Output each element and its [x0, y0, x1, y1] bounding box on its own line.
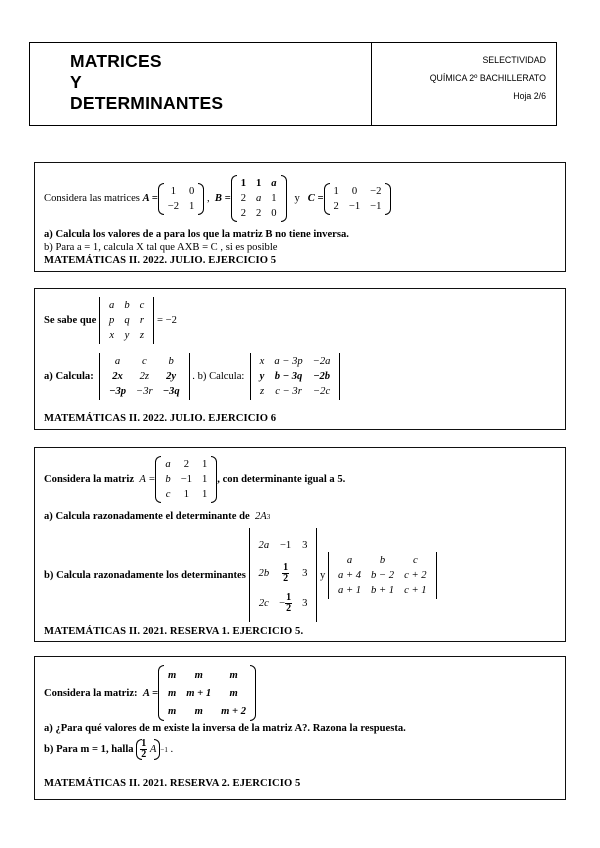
ex4-a-cell: m + 1 [186, 687, 212, 699]
exercise-1 [34, 162, 566, 272]
ex1-matrix-a [158, 183, 205, 215]
ex3-a-cell: −1 [180, 474, 192, 485]
ex3-d1-frac-cell [275, 559, 296, 587]
ex3-d2-cell: a [346, 554, 353, 566]
fraction-numerator: 1 [141, 738, 147, 749]
ex1-b-cell: 1 [271, 193, 277, 204]
ex2-db-cell: b − 3q [274, 371, 303, 382]
ex3-d1-cell: −1 [279, 539, 292, 551]
ex3-source: MATEMÁTICAS II. 2021. RESERVA 1. EJERCICIO 5. [44, 626, 304, 637]
ex4-part-b-line [44, 739, 173, 760]
ex3-d2-cell: c + 1 [404, 584, 427, 596]
header-divider [371, 43, 372, 125]
ex3-part-a-exponent: 3 [266, 512, 271, 521]
ex2-db-cell: −2a [312, 356, 331, 367]
meta-course: QUÍMICA 2º BACHILLERATO [429, 73, 546, 83]
ex4-parenthesis [136, 739, 160, 760]
ex3-intro: Considera la matriz [44, 474, 135, 485]
ex3-d1-cell: 3 [302, 597, 308, 609]
ex4-source: MATEMÁTICAS II. 2021. RESERVA 2. EJERCICIO 5 [44, 778, 301, 789]
ex2-db-cell: c − 3r [275, 386, 302, 397]
ex1-c-cell: −1 [370, 200, 382, 212]
ex2-db-cell: y [259, 371, 265, 382]
ex4-a-cell: m [229, 669, 238, 681]
ex3-a-cell: c [165, 489, 171, 500]
ex3-d2-cell: a + 1 [338, 584, 362, 596]
ex1-a-cell: −2 [167, 200, 180, 212]
meta-page: Hoja 2/6 [513, 91, 546, 101]
title-line-1: MATRICES [70, 51, 162, 71]
ex3-d2-cell: b + 1 [371, 584, 395, 596]
ex3-matrix-a [155, 456, 217, 503]
ex2-part-b-label: . b) Calcula: [192, 371, 245, 382]
ex1-c-cell: −1 [348, 200, 361, 212]
ex2-part-a-label: a) Calcula: [44, 371, 94, 382]
fraction-numerator: 1 [286, 591, 292, 603]
ex3-determinant-1 [249, 528, 318, 622]
ex1-matrices-line [44, 175, 391, 222]
ex2-d-cell: x [109, 330, 115, 341]
ex3-determinant-2 [328, 552, 437, 599]
ex4-part-a: a) ¿Para qué valores de m existe la inversa de la matriz A?. Razona la respuesta. [44, 723, 406, 734]
ex4-a-cell: m [168, 705, 177, 717]
ex1-b-cell: 0 [271, 208, 277, 219]
ex4-part-b: b) Para m = 1, halla [44, 744, 134, 755]
exercise-4 [34, 656, 566, 800]
title-line-2: Y [70, 72, 82, 92]
ex1-part-a: a) Calcula los valores de a para los que la matriz B no tiene inversa. [44, 229, 349, 240]
ex3-a-cell: 1 [202, 489, 208, 500]
ex4-exponent: −1 [160, 745, 168, 754]
ex4-a-label: A = [142, 687, 159, 699]
ex2-d-cell: b [124, 300, 130, 311]
ex2-da-cell: b [168, 356, 174, 367]
ex3-part-a: a) Calcula razonadamente el determinante de [44, 511, 250, 522]
ex4-matrix-var: A [149, 743, 157, 755]
ex2-d-cell: a [109, 300, 115, 311]
exercise-3 [34, 447, 566, 642]
ex1-sep: , [206, 193, 210, 204]
ex2-da-cell: 2z [139, 371, 150, 382]
ex1-b-cell: 1 [240, 178, 246, 189]
ex1-b-cell: 2 [240, 208, 246, 219]
ex2-given-line [44, 297, 177, 344]
ex1-matrix-c [324, 183, 392, 215]
ex3-fraction-half [282, 563, 289, 584]
ex3-a-label: A = [139, 474, 156, 485]
ex2-da-cell: c [141, 356, 147, 367]
ex3-d1-cell: 2c [258, 597, 269, 609]
ex3-a-cell: 1 [202, 474, 208, 485]
ex4-matrix-a [158, 665, 256, 721]
ex3-det-note: , con determinante igual a 5. [217, 474, 346, 485]
fraction-denominator: 2 [286, 602, 292, 614]
ex3-minus-sign: − [279, 597, 286, 609]
ex1-a-cell: 1 [189, 200, 195, 212]
ex1-a-label: A = [142, 193, 158, 204]
ex3-a-cell: b [165, 474, 171, 485]
ex2-calc-line [44, 353, 340, 400]
ex2-d-cell: r [139, 315, 145, 326]
ex1-part-b: b) Para a = 1, calcula X tal que AXB = C , si es posible [44, 242, 278, 253]
ex2-given-determinant [99, 297, 154, 344]
ex1-a-cell: 0 [189, 185, 195, 197]
ex2-d-cell: y [124, 330, 130, 341]
ex2-da-cell: 2x [112, 371, 123, 382]
ex3-a-cell: 1 [202, 459, 208, 470]
ex1-c-cell: −2 [370, 185, 382, 197]
ex4-end: . [170, 744, 174, 755]
ex4-intro: Considera la matriz: [44, 687, 138, 699]
ex1-b-cell: 1 [255, 178, 262, 189]
ex1-c-label: C = [307, 193, 324, 204]
ex3-d2-cell: b − 2 [371, 569, 395, 581]
ex3-a-cell: 1 [183, 489, 189, 500]
ex1-b-cell: 2 [240, 193, 246, 204]
ex2-d-cell: p [109, 315, 115, 326]
ex3-d1-cell: 3 [302, 567, 308, 579]
ex1-source: MATEMÁTICAS II. 2022. JULIO. EJERCICIO 5 [44, 255, 277, 266]
ex4-a-cell: m [229, 687, 238, 699]
ex4-a-cell: m [168, 669, 177, 681]
ex3-and: y [320, 569, 326, 581]
ex3-a-cell: 2 [183, 459, 189, 470]
ex3-part-a-expr: 2A [254, 511, 267, 522]
ex2-equals: = −2 [157, 315, 177, 326]
ex1-b-cell: a [255, 193, 262, 204]
ex3-d2-cell: c + 2 [404, 569, 427, 581]
ex3-d1-cell: 2a [258, 539, 270, 551]
ex2-source: MATEMÁTICAS II. 2022. JULIO. EJERCICIO 6 [44, 413, 277, 424]
ex2-d-cell: q [124, 315, 130, 326]
ex1-matrix-b [231, 175, 287, 222]
ex3-d2-cell: b [379, 554, 386, 566]
ex3-d1-frac-cell [275, 589, 296, 617]
ex3-part-b: b) Calcula razonadamente los determinantes [44, 569, 246, 581]
ex3-part-b-line [44, 528, 437, 622]
ex4-a-cell: m + 2 [221, 705, 247, 717]
meta-exam: SELECTIVIDAD [482, 55, 546, 65]
ex2-da-cell: 2y [166, 371, 177, 382]
ex2-db-cell: −2c [313, 386, 331, 397]
ex1-b-label: B = [214, 193, 231, 204]
ex4-a-cell: m [194, 669, 203, 681]
ex2-determinant-b [250, 353, 341, 400]
ex1-c-cell: 1 [333, 185, 339, 197]
ex4-fraction-half [140, 739, 147, 760]
ex4-a-cell: m [194, 705, 203, 717]
ex1-a-cell: 1 [170, 185, 177, 197]
ex2-db-cell: −2b [313, 371, 331, 382]
ex3-d2-cell: c [412, 554, 418, 566]
worksheet-header [29, 42, 557, 126]
ex2-db-cell: x [259, 356, 265, 367]
ex2-da-cell: −3q [162, 386, 180, 397]
ex2-db-cell: z [259, 386, 265, 397]
ex4-matrix-line [44, 665, 256, 721]
ex3-a-cell: a [165, 459, 171, 470]
exercise-2 [34, 288, 566, 430]
ex1-c-cell: 2 [333, 200, 339, 212]
ex2-determinant-a [99, 353, 190, 400]
ex3-matrix-line [44, 456, 345, 503]
ex2-d-cell: c [139, 300, 145, 311]
ex1-b-cell: a [271, 178, 277, 189]
header-title [70, 51, 223, 114]
ex4-a-cell: m [168, 687, 177, 699]
ex2-db-cell: a − 3p [274, 356, 303, 367]
ex1-intro: Considera las matrices [44, 193, 140, 204]
fraction-denominator: 2 [141, 749, 147, 760]
ex1-and: y [294, 193, 300, 204]
ex2-da-cell: a [114, 356, 121, 367]
ex2-da-cell: −3p [109, 386, 127, 397]
ex2-da-cell: −3r [136, 386, 153, 397]
ex3-d1-cell: 3 [302, 539, 308, 551]
fraction-denominator: 2 [283, 572, 289, 584]
header-meta [430, 51, 546, 105]
ex2-d-cell: z [139, 330, 145, 341]
ex1-b-cell: 2 [255, 208, 262, 219]
ex3-fraction-half [285, 593, 292, 614]
fraction-numerator: 1 [283, 561, 289, 573]
ex3-part-a-line [44, 511, 270, 522]
title-line-3: DETERMINANTES [70, 93, 224, 113]
ex2-intro: Se sabe que [44, 315, 97, 326]
ex1-c-cell: 0 [351, 185, 358, 197]
ex3-d1-cell: 2b [258, 567, 270, 579]
ex3-d2-cell: a + 4 [338, 569, 362, 581]
